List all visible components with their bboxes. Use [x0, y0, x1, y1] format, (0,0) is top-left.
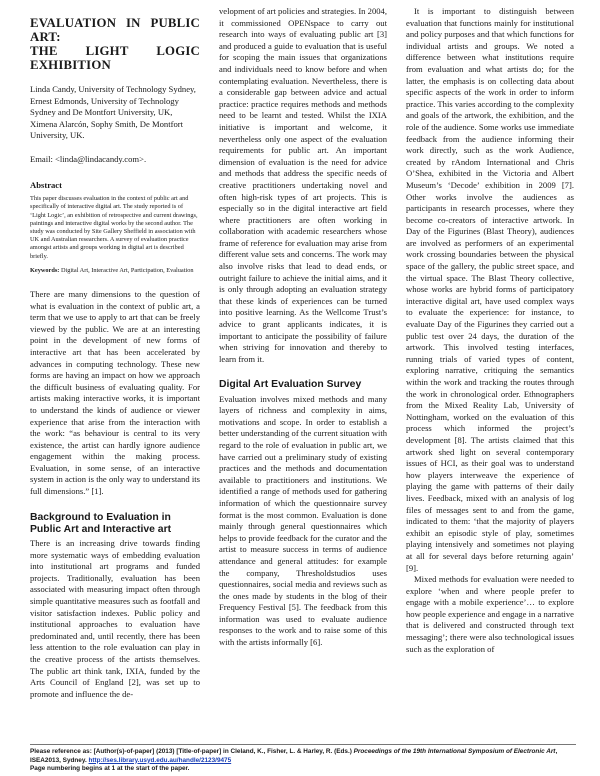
- column-left: [30, 6, 200, 700]
- column-right: [406, 6, 574, 655]
- title-line-1: EVALUATION IN PUBLIC ART:: [30, 16, 200, 44]
- keywords-text: Digital Art, Interactive Art, Participation, Evaluation: [60, 266, 194, 274]
- abstract-heading: Abstract: [30, 179, 62, 190]
- author-email[interactable]: Email: <linda@lindacandy.com>.: [30, 153, 147, 164]
- abstract-text: This paper discusses evaluation in the context of public art and specifically of interactive digital art. The study reported is of ‘Light Logic’, an exhibition of retrospective and current drawings, paintings and interactive digital works by the second author. The study was conducted by Site Gallery Sheffield in association with UK and Australian researchers. A survey of evaluation practice amongst artists and groups working in digital art is described briefly.: [30, 195, 198, 260]
- background-paragraph: There is an increasing drive towards finding more systematic ways of embedding evaluation into institutional art programs and funded projects. Traditionally, evaluation has been associated with measuring impact often through simple quantitative measures such as footfall and visitor satisfaction indexes. Public policy and institutional approaches to evaluation have predominated and, until recently, there has been less attention to the role evaluation can play in the creative process of the artists themselves. The public art think tank, IXIA, funded by the Arts Council of England [2], was set up to promote and influence the de-: [30, 538, 200, 699]
- paper-title: [30, 16, 200, 72]
- reference-line: [30, 748, 576, 765]
- right-paragraph-2: Mixed methods for evaluation were needed to explore ‘when and where people prefer to engage with a mobile experience’… to explore how people experience and engage in a narrative that is delivered and constructed through text messaging’; there were also technological issues such as the exploration of: [406, 574, 574, 654]
- reference-prefix: Please reference as: [Author(s)-of-paper] (2013) [Title-of-paper] in Cleland, K., Fisher, L. & Harley, R. (Eds.): [30, 748, 354, 755]
- reference-suffix: , ISEA2013, Sydney.: [30, 748, 558, 764]
- authors: Linda Candy, University of Technology Sydney, Ernest Edmonds, University of Technology Sydney and De Montfort University, UK, Ximena Alarcón, Sophy Smith, De Montfort University, UK.: [30, 84, 196, 141]
- proceedings-title: Proceedings of the 19th International Symposium of Electronic Art: [353, 748, 556, 755]
- keywords-label: Keywords:: [30, 266, 60, 274]
- right-paragraph-1: It is important to distinguish between evaluation that functions mainly for institutional and policy purposes and that which functions for individual artists and groups. We noted a difference between what institutions require from evaluation and what artists do; for the latter, the emphasis is on collecting data about specific aspects of the work in order to inform practice. This varies according to the complexity and goals of the artwork, the exhibition, and the role of the audience. Some works use immediate feedback from the audience informing their work directly, such as the work Audience, created by rAndom International and Chris O’Shea, exhibited in the Victoria and Albert Museum’s ‘Decode’ exhibition in 2009 [7]. Other works involve the audiences as participants in research processes, where they become co-creators of interactive artwork. In Day of the Figurines (Blast Theory), audiences are involved as performers of an experimental work crossing boundaries between the physical space of the gallery, the public street space, and the virtual space. The Blast Theory collective, whose works are hybrid forms of participatory interactive digital art, have used complex ways to evaluate the experience: for instance, to evaluate Day of the Figurines they carried out a public test over 24 days, the duration of the artwork. This involved testing interfaces, running trials of varied types of content, exploring narrative, critiquing the semantics within the work and tracking the routes through the work in chronological order. Ethnographers from the Mixed Reality Lab, University of Nottingham, worked on the evaluation of this process which informed the project’s development [8]. The artists claimed that this artwork shed light on several contemporary issues of HCI, as their goal was to understand how players interweave the experience of playing the game with patterns of their daily lives. Feedback, mixed with an analysis of log files of messages sent to and from the game, indicated to them: ‘that the majority of players exhibit an episodic style of play, sometimes playing intensively and sometimes not playing at all for several days before returning again’ [9].: [406, 6, 574, 573]
- keywords: [30, 267, 200, 275]
- intro-paragraph: There are many dimensions to the question of what is evaluation in the context of public art, a term that we use to apply to art that can be freely viewed by the public. We are at an interesting point in the development of new forms of interactive art that has been accelerated by advances in computing technology. These new forms are having an impact on how we approach the difficult business of evaluating quality. For artists making interactive works, it is important to understand the kinds of audience or viewer experience that arise from the interaction with the work: “as behaviour is central to its very existence, the artist can hardly ignore audience engagement within the making process. Evaluation, in some sense, of an interactive system in action is the only way to understand its full dimensions.” [1].: [30, 288, 200, 497]
- title-line-2: THE LIGHT LOGIC EXHIBITION: [30, 44, 200, 72]
- reference-footer: [30, 744, 576, 774]
- middle-paragraph-1: velopment of art policies and strategies. In 2004, it commissioned OPENspace to carry out research into ways of evaluating public art [3] and produced a guide to evaluation that is useful for scoping the main issues that organizations and individuals need to know before and when contemplating evaluation. Nevertheless, there is a considerable gap between advice and actual practice: practice requires methods and methods need to be learnt and tested. Whilst the IXIA initiative is important and welcome, it nevertheless only one aspect of the evaluation requirements for public art. An important dimension of evaluation is the need for advice and methods that address the specific needs of creative practitioners undertaking novel and often high-risk types of art projects. This is especially so in the digital interactive art field where practitioners are often working in collaboration with academic researchers whose frame of reference for evaluation may arise from different value sets and concerns. The work may also involve risks that lead to dead ends, or outright failure to achieve the initial aims, and it is only through adopting an evaluation strategy that these kinds of experiences can be turned into positive learning. As the Wellcome Trust’s advice to grant applicants indicates, it is important to anticipate the possibility of failure when striving for innovation and thereby to learn from it.: [219, 6, 387, 364]
- library-link[interactable]: http://ses.library.usyd.edu.au/handle/2123/9475: [88, 756, 232, 764]
- heading-survey: Digital Art Evaluation Survey: [219, 379, 362, 391]
- page-numbering-note: Page numbering begins at 1 at the start of the paper.: [30, 765, 190, 773]
- survey-paragraph: Evaluation involves mixed methods and many layers of richness and complexity in aims, motivations and scope. In order to establish a better understanding of the current situation with regard to the role of evaluation in public art, we have carried out a preliminary study of existing practices and the methods and documentation available to practitioners and institutions. We identified a range of methods used for gathering information of which the questionnaire survey format is the most common. Evaluation is done mainly through general questionnaires which helps to provide feedback for the curator and the artist to measure success in terms of audience attendance and general attitudes: for example the company, Thresholdstudios uses questionnaires, social media and reviews such as the ones made by students in the blog of their Frequency Festival [5]. The feedback from this information was used to evaluate audience responses to the work and to raise some of this with the artists informally [6].: [219, 393, 388, 648]
- column-middle: [219, 6, 387, 649]
- heading-background: Background to Evaluation in Public Art and Interactive art: [30, 511, 172, 535]
